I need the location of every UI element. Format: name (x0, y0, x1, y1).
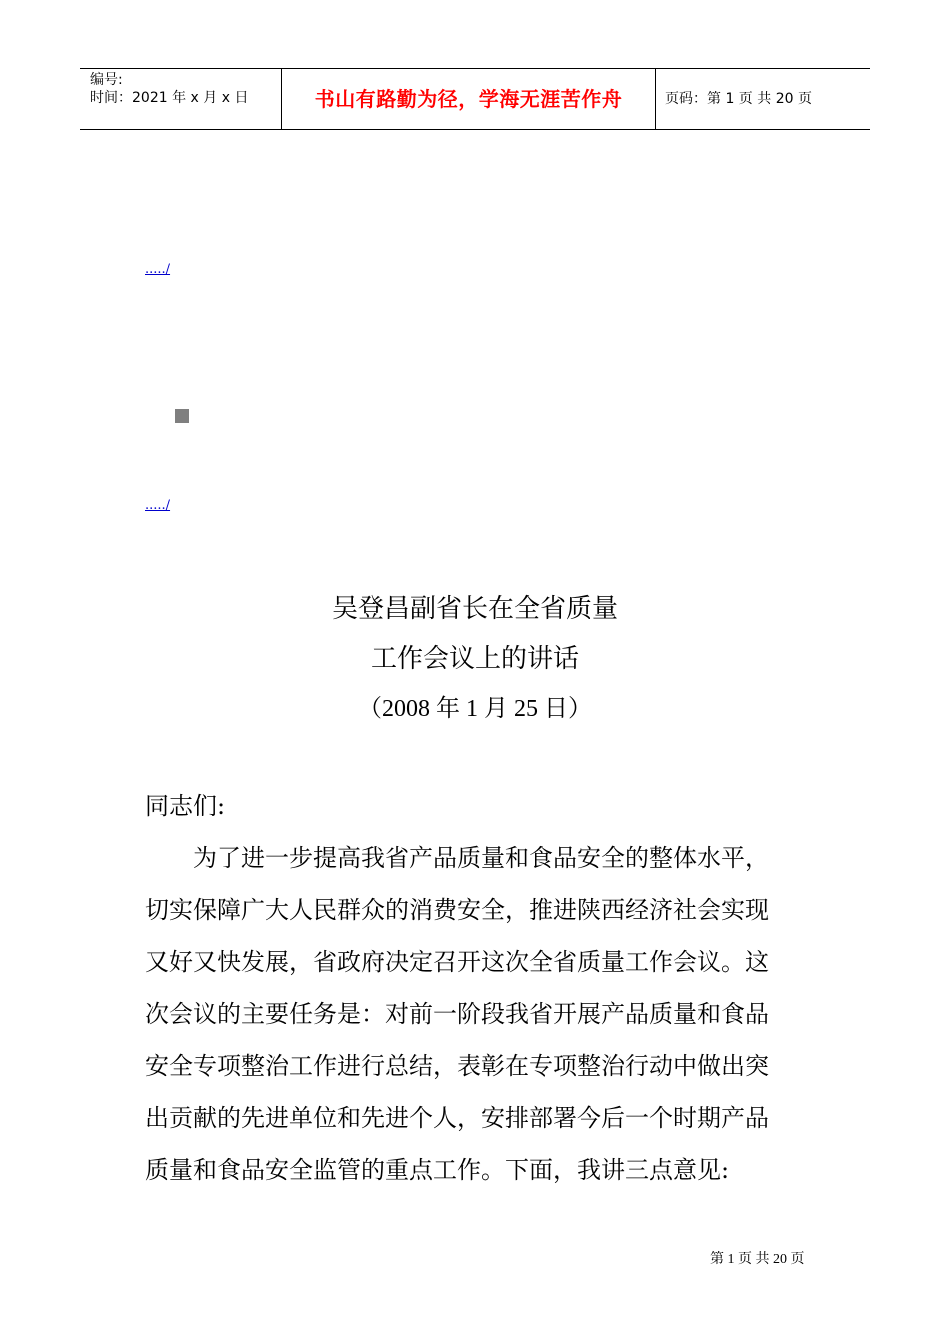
document-title-line1: 吴登昌副省长在全省质量 (331, 594, 618, 624)
header-motto: 书山有路勤为径，学海无涯苦作舟 (314, 87, 623, 111)
paragraph-line: 又好又快发展，省政府决定召开这次全省质量工作会议。这 (145, 948, 769, 976)
header-meta (90, 71, 248, 107)
document-date: （2008 年 1 月 25 日） (358, 696, 592, 722)
salutation: 同志们: (145, 792, 226, 820)
footer-page-info: 第 1 页 共 20 页 (710, 1252, 805, 1267)
link-second[interactable]: ...../ (145, 498, 171, 513)
paragraph-line: 次会议的主要任务是：对前一阶段我省开展产品质量和食品 (145, 1000, 769, 1028)
link-top[interactable]: ...../ (145, 262, 171, 277)
header-number-label: 编号: (90, 72, 123, 88)
paragraph-line: 为了进一步提高我省产品质量和食品安全的整体水平， (145, 844, 769, 872)
paragraph-line: 出贡献的先进单位和先进个人，安排部署今后一个时期产品 (145, 1104, 769, 1132)
paragraph-line: 安全专项整治工作进行总结，表彰在专项整治行动中做出突 (145, 1052, 769, 1080)
paragraph-line: 切实保障广大人民群众的消费安全，推进陕西经济社会实现 (145, 896, 769, 924)
header-time-label: 时间：2021 年 x 月 x 日 (90, 90, 249, 106)
header-page-info: 页码：第 1 页 共 20 页 (665, 91, 812, 107)
header-divider-right (655, 69, 656, 129)
document-title-line2: 工作会议上的讲话 (370, 644, 579, 674)
bullet-square-icon (175, 409, 189, 423)
page-header (80, 68, 870, 130)
paragraph-line: 质量和食品安全监管的重点工作。下面，我讲三点意见: (145, 1156, 730, 1184)
